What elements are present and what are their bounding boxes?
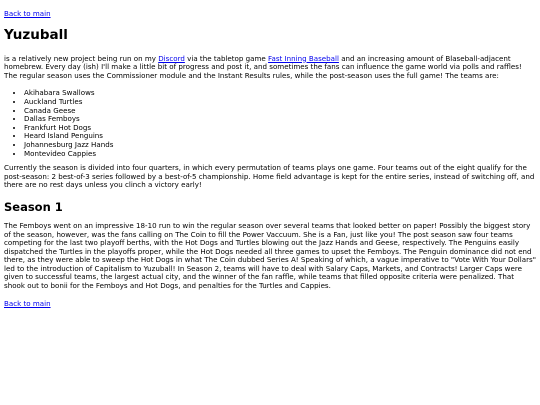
team-item: • Frankfurt Hot Dogs: [24, 124, 536, 133]
game-link[interactable]: Fast Inning Baseball: [268, 53, 339, 63]
team-item: • Canada Geese: [24, 107, 536, 116]
page-title: Yuzuball: [4, 26, 68, 43]
intro-text-2: via the tabletop game: [184, 53, 269, 63]
season-1-heading: Season 1: [4, 199, 63, 214]
team-item: • Auckland Turtles: [24, 98, 536, 107]
intro-paragraph: [4, 55, 536, 81]
team-item: • Heard Island Penguins: [24, 132, 536, 141]
team-list: [4, 89, 536, 158]
team-item: • Montevideo Cappies: [24, 150, 536, 159]
team-item: • Akihabara Swallows: [24, 89, 536, 98]
season-format-paragraph: Currently the season is divided into four quarters, in which every permutation of teams plays one game. Four teams out of the eight qualify for the post-season: 2 best-of-3 series followed by a best-of-5 championship. Home field advantage is kept for the entire series, instead of switching off, and there are no rest days unless you clinch a victory early!: [4, 163, 535, 190]
intro-text-1: is a relatively new project being run on my: [4, 53, 159, 63]
back-to-main-link-bottom[interactable]: Back to main: [4, 298, 51, 308]
team-item: • Johannesburg Jazz Hands: [24, 141, 536, 150]
discord-link[interactable]: Discord: [158, 53, 185, 63]
season-1-paragraph: The Femboys went on an impressive 18-10 run to win the regular season over several teams that looked better on paper! Possibly the biggest story of the season, however, was the fans calling on The Coin to fill the Power Vaccuum. She is a Fan, just like you! The post season saw four teams competing for the last two playoff berths, with the Hot Dogs and Turtles blowing out the Jazz Hands and Geese, respectively. The Penguins easily dispatched the Turtles in the playoffs proper, while the Hot Dogs needed all three games to upset the Femboys. The Penguin dominance did not end there, as they were able to sweep the Hot Dogs in what The Coin dubbed Series A! Speaking of which, a vague imperative to "Vote With Your Dollars" led to the introduction of Capitalism to Yuzuball! In Season 2, teams will have to deal with Salary Caps, Markets, and Contracts! Larger Caps were given to successful teams, the largest actual city, and the winner of the fan raffle, while teams that filled opposite criteria were penalized. That shook out to bonii for the Femboys and Hot Dogs, and penalties for the Turtles and Cappies.: [4, 220, 536, 291]
team-item: • Dallas Femboys: [24, 115, 536, 124]
intro-text-3: and an increasing amount of Blaseball-adjacent homebrew. Every day (ish) I'll make a little bit of progress and post it, and sometimes the fans can influence the game world via polls and raffles! The regular season uses the Commissioner module and the Instant Results rules, while the post-season uses the full game! The teams are:: [4, 53, 522, 80]
back-to-main-link-top[interactable]: Back to main: [4, 9, 51, 18]
